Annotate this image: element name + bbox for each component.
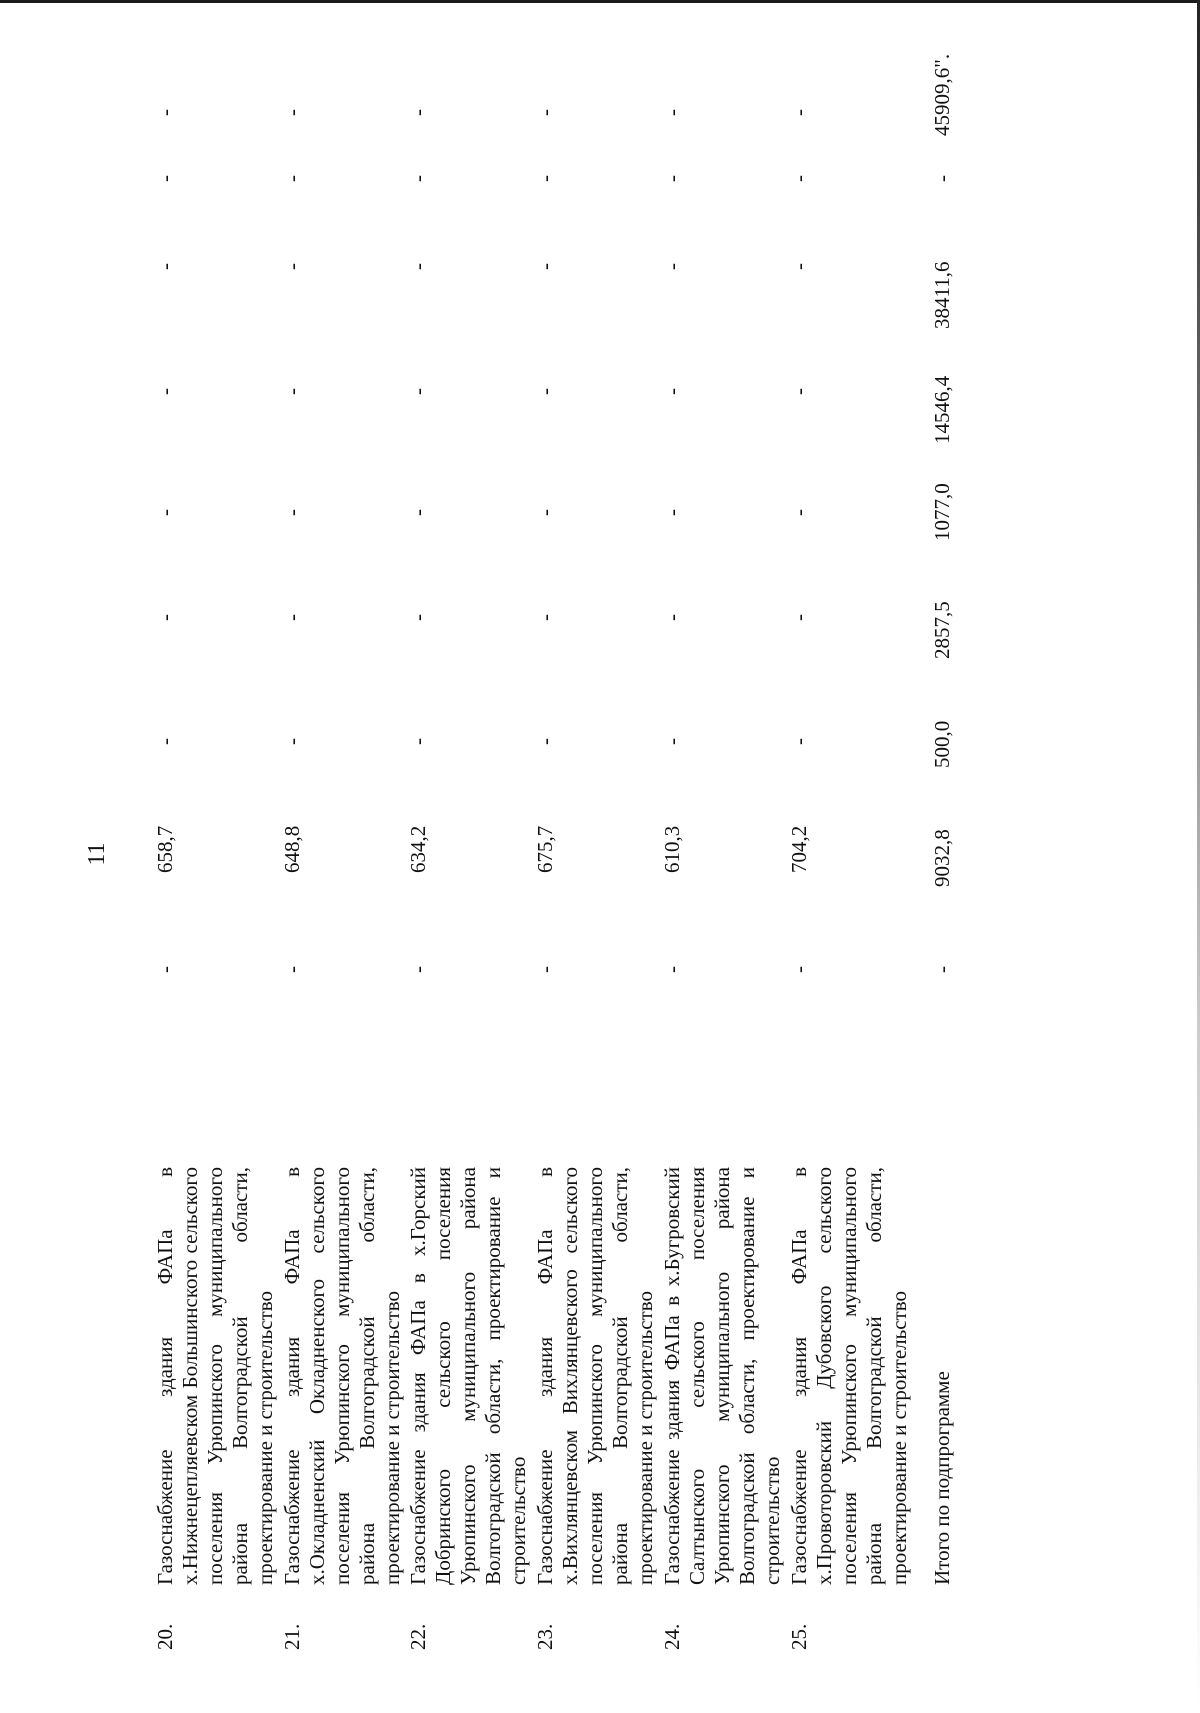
total-label: Итого по подпрограмме — [930, 1371, 954, 1585]
table-row — [406, 0, 530, 1713]
cell: - — [406, 738, 430, 745]
cell: 9032,8 — [930, 829, 954, 887]
total-row — [930, 0, 1048, 1713]
row-number: 22. — [406, 1623, 430, 1650]
cell: - — [660, 175, 684, 182]
table-row — [280, 0, 404, 1713]
cell: 14546,4 — [930, 375, 954, 444]
row-description: Газоснабжение здания ФАПа в х.Бугровский Салтынского сельского поселения Урюпинского муниципального района Волгоградской области, проектирование и строительство — [660, 1167, 784, 1585]
cell: - — [533, 614, 557, 621]
cell: 634,2 — [406, 825, 430, 873]
cell: - — [280, 966, 304, 973]
cell: - — [153, 175, 177, 182]
cell: - — [280, 738, 304, 745]
cell: - — [787, 738, 811, 745]
cell: - — [533, 263, 557, 270]
cell: - — [406, 175, 430, 182]
cell: - — [660, 388, 684, 395]
cell: 648,8 — [280, 825, 304, 873]
cell: - — [280, 388, 304, 395]
cell: - — [153, 738, 177, 745]
cell: - — [787, 263, 811, 270]
table-row — [153, 0, 277, 1713]
cell: - — [280, 614, 304, 621]
cell: 675,7 — [533, 825, 557, 873]
cell: 2857,5 — [930, 601, 954, 659]
table-row — [787, 0, 911, 1713]
row-number: 20. — [153, 1623, 177, 1650]
row-description: Газоснабжение здания ФАПа в х.Нижнецепляевском Большинского сельского поселения Урюпинского муниципального района Волгоградской области, проектирование и строительство — [153, 1167, 277, 1585]
cell: 610,3 — [660, 825, 684, 873]
cell: - — [660, 738, 684, 745]
cell: - — [406, 614, 430, 621]
cell: 1077,0 — [930, 483, 954, 541]
cell: - — [153, 263, 177, 270]
cell: - — [280, 509, 304, 516]
cell: - — [406, 263, 430, 270]
row-number: 24. — [660, 1623, 684, 1650]
cell: - — [153, 966, 177, 973]
cell: - — [153, 388, 177, 395]
cell: 704,2 — [787, 825, 811, 873]
cell: - — [280, 109, 304, 116]
cell: 658,7 — [153, 825, 177, 873]
cell: - — [787, 175, 811, 182]
cell: - — [533, 966, 557, 973]
row-number: 25. — [787, 1623, 811, 1650]
table-row — [533, 0, 657, 1713]
cell: - — [787, 614, 811, 621]
page-number: 11 — [84, 842, 110, 866]
row-description: Газоснабжение здания ФАПа в х.Горский Добринского сельского поселения Урюпинского муниципального района Волгоградской области, проектирование и строительство — [406, 1167, 530, 1585]
cell: - — [930, 175, 954, 182]
cell: - — [660, 509, 684, 516]
cell: 38411,6 — [930, 261, 954, 329]
table-row — [660, 0, 784, 1713]
cell: - — [153, 509, 177, 516]
cell: - — [533, 509, 557, 516]
cell: - — [787, 509, 811, 516]
cell: - — [280, 263, 304, 270]
cell: - — [406, 509, 430, 516]
cell: - — [406, 388, 430, 395]
cell: - — [660, 614, 684, 621]
cell: - — [280, 175, 304, 182]
cell: - — [787, 388, 811, 395]
cell: - — [533, 109, 557, 116]
cell: - — [660, 263, 684, 270]
row-description: Газоснабжение здания ФАПа в х.Окладненский Окладненского сельского поселения Урюпинского муниципального района Волгоградской области, проектирование и строительство — [280, 1167, 404, 1585]
cell: - — [406, 109, 430, 116]
cell: - — [787, 109, 811, 116]
cell: - — [660, 966, 684, 973]
row-description: Газоснабжение здания ФАПа в х.Вихлянцевском Вихлянцевского сельского поселения Урюпинского муниципального района Волгоградской области, проектирование и строительство — [533, 1167, 657, 1585]
cell: - — [533, 388, 557, 395]
cell: - — [930, 966, 954, 973]
cell: - — [533, 738, 557, 745]
row-description: Газоснабжение здания ФАПа в х.Провоторовский Дубовского сельского поселения Урюпинского муниципального района Волгоградской области, проектирование и строительство — [787, 1167, 911, 1585]
cell: - — [787, 966, 811, 973]
cell: - — [660, 109, 684, 116]
cell: 45909,6". — [930, 53, 954, 136]
cell: - — [153, 109, 177, 116]
cell: - — [406, 966, 430, 973]
row-number: 23. — [533, 1623, 557, 1650]
cell: - — [533, 175, 557, 182]
cell: 500,0 — [930, 720, 954, 768]
cell: - — [153, 614, 177, 621]
row-number: 21. — [280, 1623, 304, 1650]
